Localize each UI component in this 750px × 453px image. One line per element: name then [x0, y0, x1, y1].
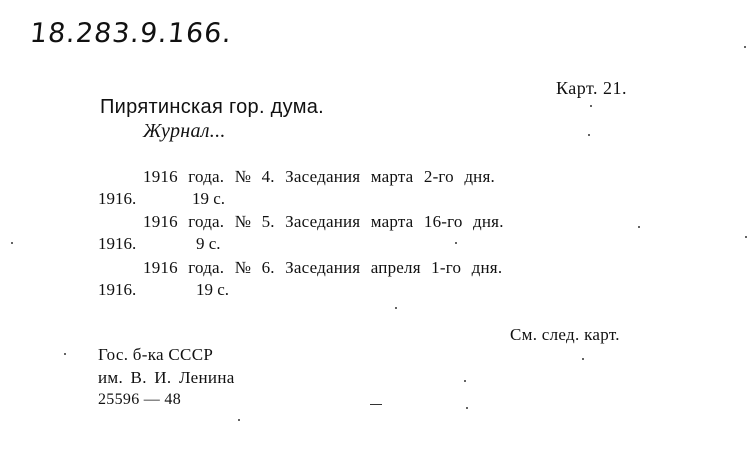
- entry-1-description: 1916 года. № 4. Заседания марта 2-го дня.: [143, 167, 495, 186]
- entry-1-year: 1916.: [98, 189, 137, 208]
- scan-dash: [370, 404, 382, 405]
- scan-speck: [11, 242, 13, 244]
- scan-speck: [395, 307, 397, 309]
- library-name-line2: им. В. И. Ленина: [98, 368, 235, 387]
- document-title: Журнал...: [143, 120, 226, 142]
- institution-heading: Пирятинская гор. дума.: [100, 96, 325, 118]
- scan-speck: [455, 242, 457, 244]
- scan-speck: [745, 236, 747, 238]
- print-stamp: 25596 — 48: [98, 391, 181, 408]
- entry-1-pages: 19 с.: [192, 189, 226, 208]
- see-next-card: См. след. карт.: [510, 325, 620, 344]
- scan-speck: [744, 46, 746, 48]
- scan-speck: [582, 358, 584, 360]
- library-name-line1: Гос. б-ка СССР: [98, 345, 214, 364]
- scan-speck: [238, 419, 240, 421]
- scan-speck: [466, 407, 468, 409]
- scan-speck: [590, 105, 592, 107]
- entry-2-description: 1916 года. № 5. Заседания марта 16-го дня.: [143, 212, 504, 231]
- entry-3-description: 1916 года. № 6. Заседания апреля 1-го дня.: [143, 258, 503, 277]
- entry-2-pages: 9 с.: [196, 234, 221, 253]
- scan-speck: [464, 380, 466, 382]
- entry-3-year: 1916.: [98, 280, 137, 299]
- card-number: Карт. 21.: [556, 78, 628, 98]
- scan-speck: [588, 134, 590, 136]
- scan-speck: [64, 353, 66, 355]
- handwritten-shelfmark: 18.283.9.166.: [28, 18, 234, 49]
- entry-3-pages: 19 с.: [196, 280, 230, 299]
- entry-2-year: 1916.: [98, 234, 137, 253]
- scan-speck: [638, 226, 640, 228]
